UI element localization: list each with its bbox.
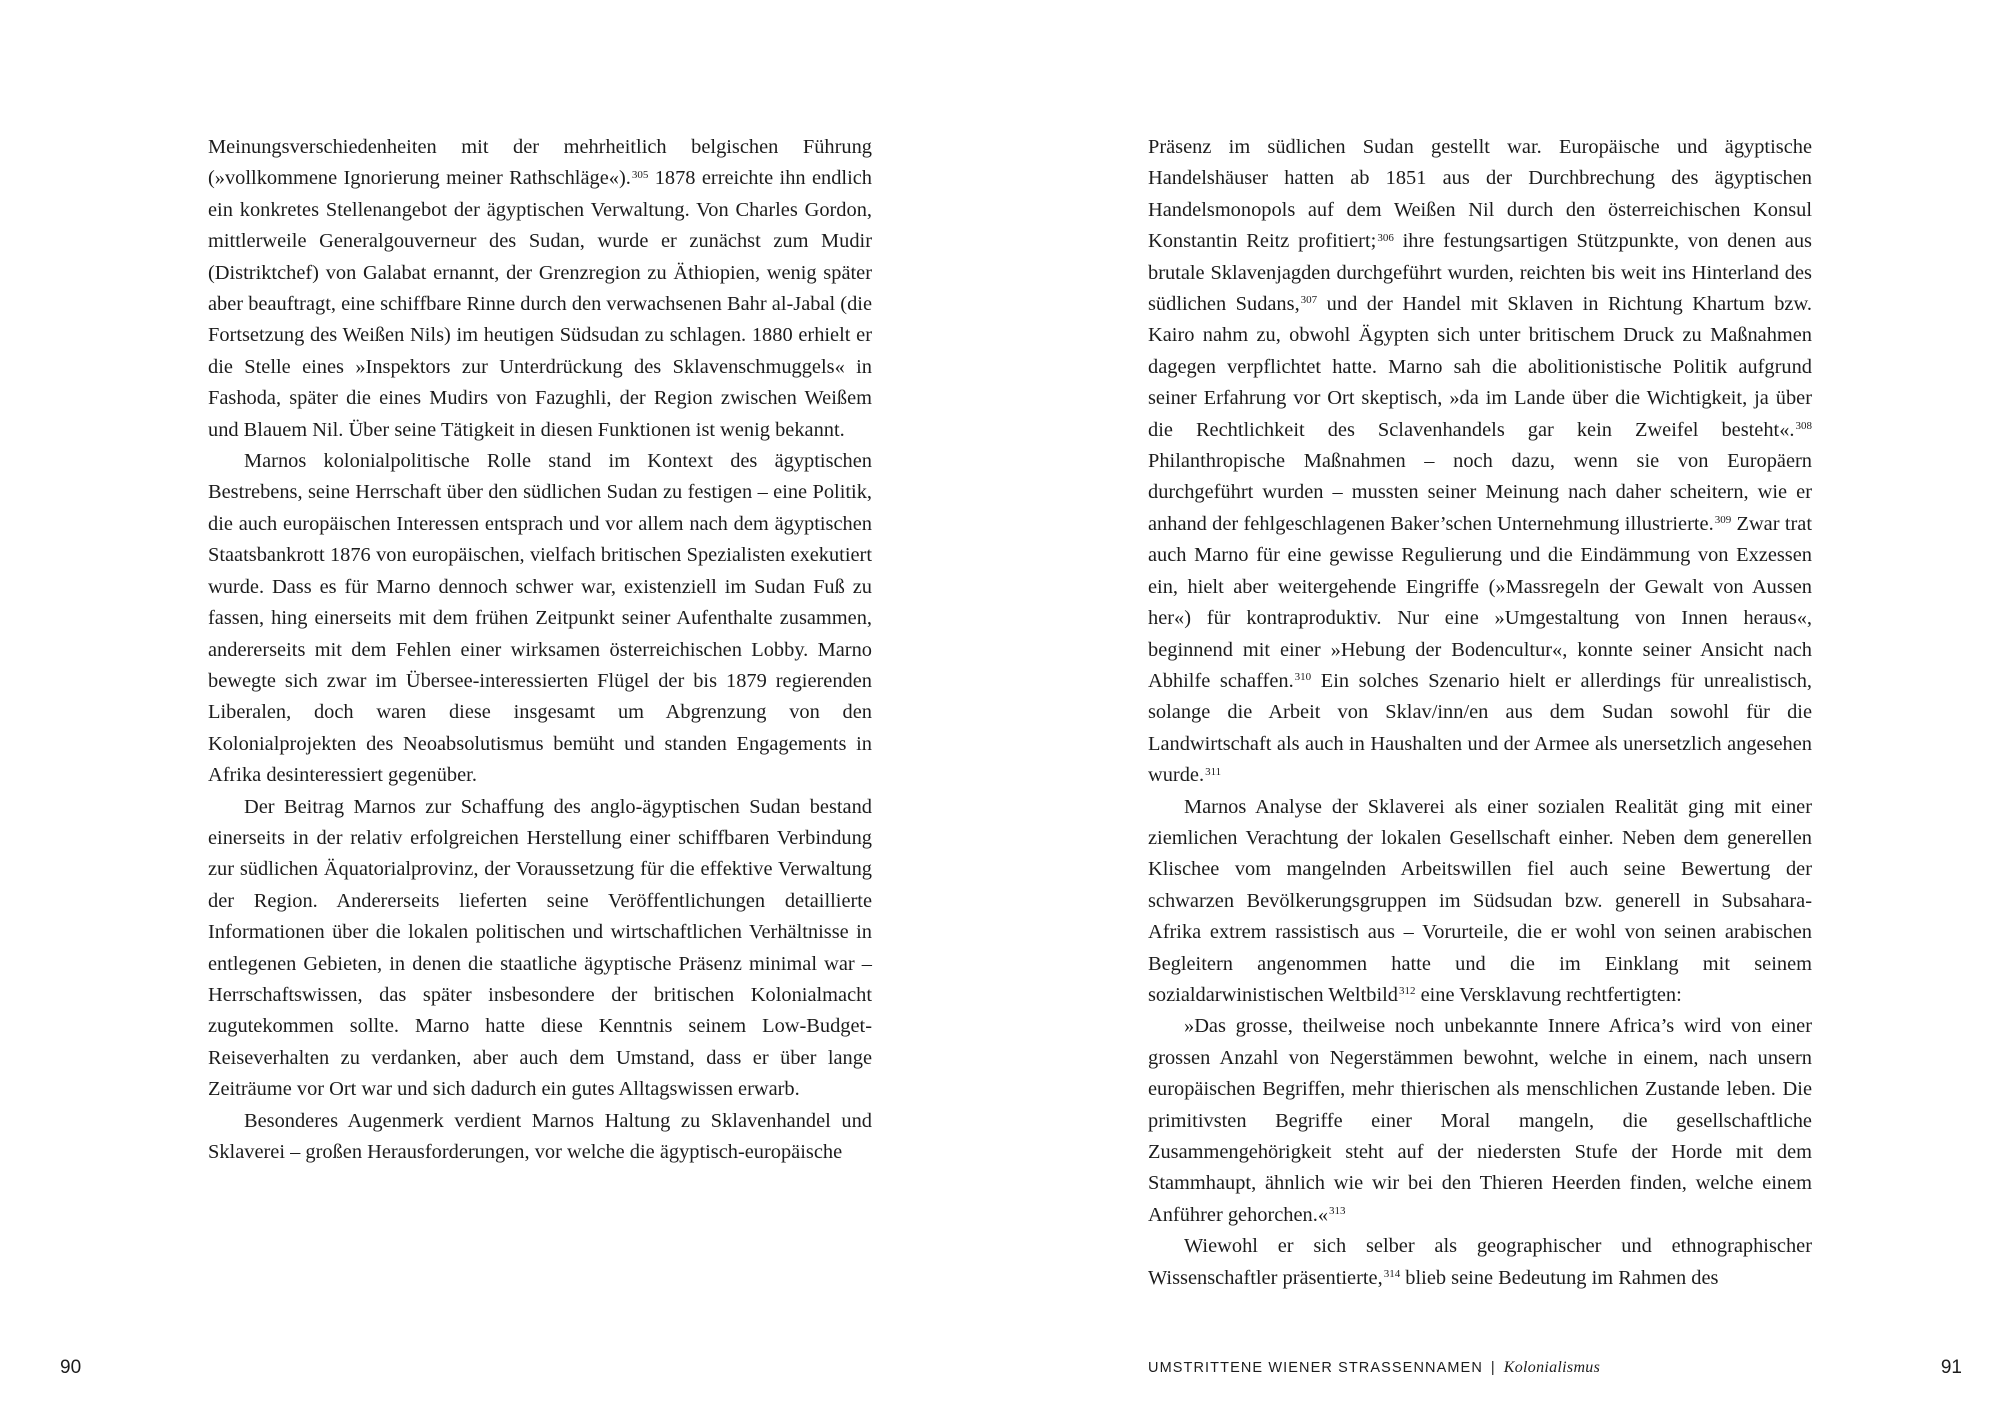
- footnote-marker[interactable]: 306: [1377, 231, 1394, 244]
- right-page-body: [1148, 132, 1812, 1294]
- text-run: ihre festungsartigen Stützpunkte, von denen aus brutale Sklavenjagden durchgeführt wurden, reichten bis weit ins Hinterland des südlichen Sudans,: [1148, 230, 1812, 316]
- page-number: 90: [60, 1357, 82, 1378]
- text-run: Wiewohl er sich selber als geographischer und ethnographischer Wissenschaftler präsentierte,: [1148, 1235, 1812, 1289]
- text-run: eine Versklavung rechtfertigten:: [1415, 983, 1682, 1006]
- footnote-marker[interactable]: 313: [1329, 1205, 1346, 1218]
- footnote-marker[interactable]: 309: [1714, 514, 1732, 527]
- footnote-marker[interactable]: 314: [1383, 1268, 1401, 1281]
- right-page: [1000, 0, 2000, 1424]
- footnote-marker[interactable]: 307: [1300, 294, 1318, 307]
- text-run: Philanthropische Maßnahmen – noch dazu, wenn sie von Europäern durchgeführt wurden – mussten seiner Meinung nach daher scheitern, wie er anhand der fehlgeschlagenen Baker’schen Unternehmung illustrierte.: [1148, 450, 1812, 535]
- footnote-marker[interactable]: 311: [1205, 765, 1222, 778]
- left-page-body: [208, 132, 872, 1168]
- text-run: Marnos Analyse der Sklaverei als einer sozialen Realität ging mit einer ziemlichen Verachtung der lokalen Gesellschaft einher. Neben dem generellen Klischee vom mangelnden Arbeitswillen fiel auch seine Bewertung der schwarzen Bevölkerungsgruppen im Südsudan bzw. generell in Subsahara-Afrika extrem rassistisch aus – Vorurteile, die er wohl von seinen arabischen Begleitern angenommen hatte und die im Einklang mit seinem sozialdarwinistischen Weltbild: [1148, 795, 1812, 1006]
- text-run: Meinungsverschiedenheiten mit der mehrheitlich belgischen Führung (»vollkommene Ignorierung meiner Rathschläge«).: [208, 136, 872, 190]
- footnote-marker[interactable]: 305: [631, 168, 649, 181]
- page-number: 91: [1940, 1357, 1962, 1378]
- block-quote: [1148, 1011, 1812, 1231]
- text-run: blieb seine Bedeutung im Rahmen des: [1400, 1266, 1719, 1289]
- paragraph: Besonderes Augenmerk verdient Marnos Haltung zu Sklavenhandel und Sklaverei – großen Herausforderungen, vor welche die ägyptisch-europäische: [208, 1109, 872, 1163]
- paragraph: [208, 132, 872, 446]
- footnote-marker[interactable]: 310: [1294, 671, 1312, 684]
- footnote-marker[interactable]: 308: [1795, 420, 1812, 433]
- paragraph: [1148, 792, 1812, 1012]
- text-run: Ein solches Szenario hielt er allerdings für unrealistisch, solange die Arbeit von Sklav/inn/en aus dem Sudan sowohl für die Landwirtschaft als auch in Haushalten und der Armee als unersetzlich angesehen wurde.: [1148, 669, 1812, 787]
- running-head-separator: |: [1490, 1360, 1496, 1376]
- text-run: 1878 erreichte ihn endlich ein konkretes Stellenangebot der ägyptischen Verwaltung. Von Charles Gordon, mittlerweile Generalgouverneur des Sudan, wurde er zunächst zum Mudir (Distriktchef) von Galabat ernannt, der Grenzregion zu Äthiopien, wenig später aber beauftragt, eine schiffbare Rinne durch den verwachsenen Bahr al-Jabal (die Fortsetzung des Weißen Nils) im heutigen Südsudan zu schlagen. 1880 erhielt er die Stelle eines »Inspektors zur Unterdrückung des Sklavenschmuggels« in Fashoda, später die eines Mudirs von Fazughli, der Region zwischen Weißem und Blauem Nil. Über seine Tätigkeit in diesen Funktionen ist wenig bekannt.: [208, 167, 872, 441]
- paragraph: Marnos kolonialpolitische Rolle stand im Kontext des ägyptischen Bestrebens, seine Herrschaft über den südlichen Sudan zu festigen – eine Politik, die auch europäischen Interessen entsprach und vor allem nach dem ägyptischen Staatsbankrott 1876 von europäischen, vielfach britischen Spezialisten exekutiert wurde. Dass es für Marno dennoch schwer war, existenziell im Sudan Fuß zu fassen, hing einerseits mit dem frühen Zeitpunkt seiner Aufenthalte zusammen, andererseits mit dem Fehlen einer wirksamen österreichischen Lobby. Marno bewegte sich zwar im Übersee-interessierten Flügel der bis 1879 regierenden Liberalen, doch waren diese insgesamt um Abgrenzung von den Kolonialprojekten des Neoabsolutismus bemüht und standen Engagements in Afrika desinteressiert gegenüber.: [208, 450, 872, 787]
- running-head: [1148, 1359, 1600, 1377]
- footnote-marker[interactable]: 312: [1398, 985, 1416, 998]
- paragraph: Der Beitrag Marnos zur Schaffung des anglo-ägyptischen Sudan bestand einerseits in der relativ erfolgreichen Herstellung einer schiffbaren Verbindung zur südlichen Äquatorialprovinz, der Voraussetzung für die effektive Verwaltung der Region. Andererseits lieferten seine Veröffentlichungen detaillierte Informationen über die lokalen politischen und wirtschaftlichen Verhältnisse in entlegenen Gebieten, in denen die staatliche ägyptische Präsenz minimal war – Herrschaftswissen, das später insbesondere der britischen Kolonialmacht zugutekommen sollte. Marno hatte diese Kenntnis seinem Low-Budget-Reiseverhalten zu verdanken, aber auch dem Umstand, dass er über lange Zeiträume vor Ort war und sich dadurch ein gutes Alltagswissen erwarb.: [208, 795, 872, 1101]
- paragraph: [1148, 132, 1812, 792]
- book-title: UMSTRITTENE WIENER STRASSENNAMEN: [1148, 1360, 1483, 1376]
- text-run: »Das grosse, theilweise noch unbekannte Innere Africa’s wird von einer grossen Anzahl von Negerstämmen bewohnt, welche in einem, nach unsern europäischen Begriffen, mehr thierischen als menschlichen Zustande leben. Die primitivsten Begriffe einer Moral mangeln, die gesellschaftliche Zusammengehörigkeit steht auf der niedersten Stufe der Horde mit dem Stammhaupt, ähnlich wie wir bei den Thieren Heerden finden, welche einem Anführer gehorchen.«: [1148, 1015, 1812, 1226]
- text-run: Zwar trat auch Marno für eine gewisse Regulierung und die Eindämmung von Exzessen ein, hielt aber weitergehende Eingriffe (»Massregeln der Gewalt von Aussen her«) für kontraproduktiv. Nur eine »Umgestaltung von Innen heraus«, beginnend mit einer »Hebung der Bodencultur«, konnte seiner Ansicht nach Abhilfe schaffen.: [1148, 512, 1812, 692]
- paragraph: [1148, 1231, 1812, 1294]
- text-run: Präsenz im südlichen Sudan gestellt war. Europäische und ägyptische Handelshäuser hatten ab 1851 aus der Durchbrechung des ägyptischen Handelsmonopols auf dem Weißen Nil durch den österreichischen Konsul Konstantin Reitz profitiert;: [1148, 136, 1812, 253]
- section-title: Kolonialismus: [1503, 1359, 1601, 1376]
- text-run: und der Handel mit Sklaven in Richtung Khartum bzw. Kairo nahm zu, obwohl Ägypten sich unter britischem Druck zu Maßnahmen dagegen verpflichtet hatte. Marno sah die abolitionistische Politik aufgrund seiner Erfahrung vor Ort skeptisch, »da im Lande über die Wichtigkeit, ja über die Rechtlichkeit des Sclavenhandels gar kein Zweifel besteht«.: [1148, 293, 1812, 441]
